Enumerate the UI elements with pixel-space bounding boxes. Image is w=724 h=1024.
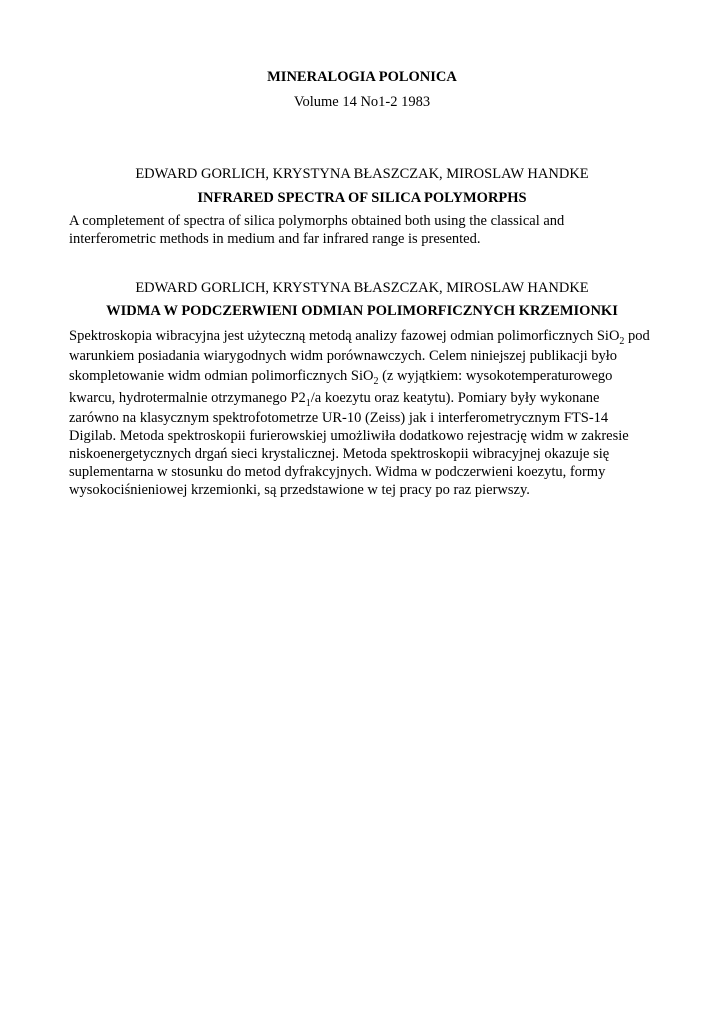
authors-pl: EDWARD GORLICH, KRYSTYNA BŁASZCZAK, MIROSLAW HANDKE: [135, 280, 589, 296]
abstract-pl-text: Spektroskopia wibracyjna jest użyteczną metodą analizy fazowej odmian polimorficznych SiO: [69, 328, 620, 344]
abstract-pl-line: [69, 325, 669, 347]
subscript: 1: [305, 398, 311, 409]
abstract-pl-text: skompletowanie widm odmian polimorficznych SiO: [69, 368, 374, 384]
abstract-pl-line: [69, 387, 669, 409]
abstract-en: [69, 212, 669, 248]
journal-title: MINERALOGIA POLONICA: [267, 69, 457, 85]
abstract-en-line: interferometric methods in medium and far infrared range is presented.: [69, 231, 481, 247]
abstract-pl-text: /a koezytu oraz keatytu). Pomiary były wykonane: [310, 390, 600, 406]
abstract-pl-line: [69, 365, 669, 387]
abstract-pl-line: zarówno na klasycznym spektrofotometrze UR-10 (Zeiss) jak i interferometrycznym FTS-14: [69, 410, 609, 426]
abstract-pl-text: (z wyjątkiem: wysokotemperaturowego: [378, 368, 613, 384]
abstract-pl-line: wysokociśnieniowej krzemionki, są przedstawione w tej pracy po raz pierwszy.: [69, 482, 530, 498]
abstract-pl-text: pod: [624, 328, 650, 344]
journal-volume: Volume 14 No1-2 1983: [293, 94, 431, 110]
abstract-pl-text: kwarcu, hydrotermalnie otrzymanego P2: [69, 390, 306, 406]
subscript: 2: [619, 336, 625, 347]
article-title-pl: WIDMA W PODCZERWIENI ODMIAN POLIMORFICZNYCH KRZEMIONKI: [106, 303, 618, 319]
abstract-pl-line: niskoenergetycznych drgań sieci krystalicznej. Metoda spektroskopii wibracyjnej okazuje się: [69, 446, 610, 462]
abstract-pl-line: warunkiem posiadania wiarygodnych widm porównawczych. Celem niniejszej publikacji było: [69, 348, 618, 364]
abstract-en-line: A completement of spectra of silica polymorphs obtained both using the classical and: [69, 213, 565, 229]
article-title-en: INFRARED SPECTRA OF SILICA POLYMORPHS: [197, 190, 527, 206]
abstract-pl-line: Digilab. Metoda spektroskopii furierowskiej umożliwiła dodatkowo rejestrację widm w zakresie: [69, 428, 629, 444]
abstract-pl-line: suplementarna w stosunku do metod dyfrakcyjnych. Widma w podczerwieni koezytu, formy: [69, 464, 606, 480]
abstract-pl: [69, 325, 669, 499]
authors-en: EDWARD GORLICH, KRYSTYNA BŁASZCZAK, MIROSLAW HANDKE: [135, 166, 589, 182]
subscript: 2: [373, 376, 379, 387]
